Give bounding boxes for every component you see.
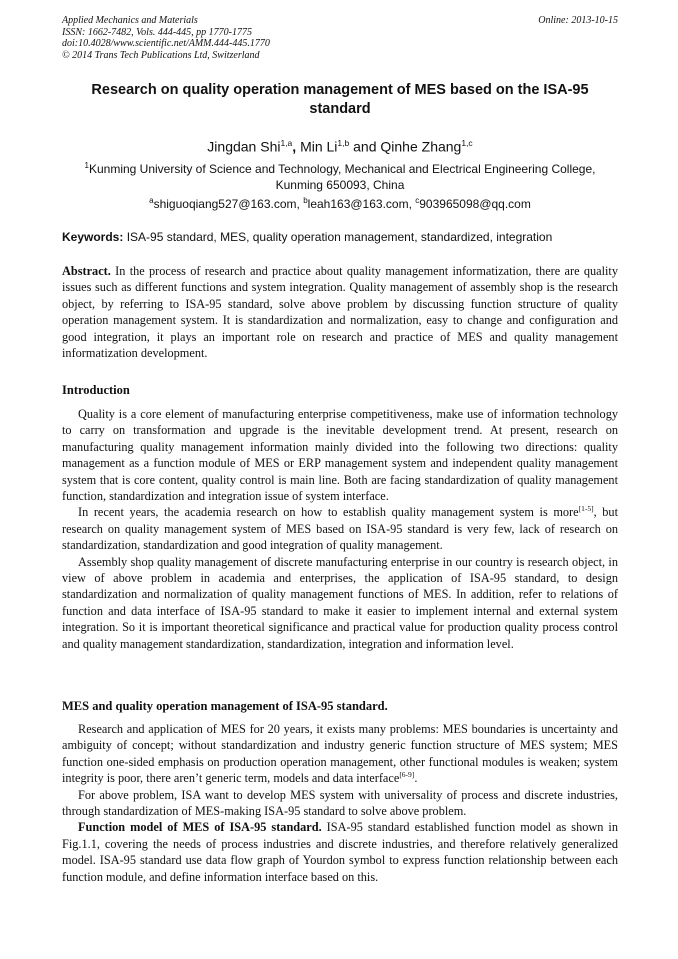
author-2-sup: 1,b xyxy=(337,138,350,148)
section-2-paragraph-2: For above problem, ISA want to develop MES system with universality of process and discrete industries, through standardization of MES-making ISA-95 standard to solve above problem. xyxy=(62,787,618,819)
paper-title xyxy=(62,81,618,119)
section-2-paragraph-1 xyxy=(62,721,618,787)
journal-name: Applied Mechanics and Materials xyxy=(62,15,198,26)
issn-line: ISSN: 1662-7482, Vols. 444-445, pp 1770-1775 xyxy=(62,26,252,38)
function-model-label: Function model of MES of ISA-95 standard. xyxy=(78,820,322,835)
keywords-label: Keywords: xyxy=(62,230,124,244)
author-1-name: Jingdan Shi xyxy=(207,138,281,155)
email-a-sup: a xyxy=(149,196,154,205)
citation-1-5: [1-5] xyxy=(578,504,594,514)
title-line-1: Research on quality operation management of MES based on the ISA-95 xyxy=(91,82,589,98)
affiliation xyxy=(62,158,618,193)
author-2-name: Min Li xyxy=(296,138,338,155)
keywords xyxy=(62,229,618,245)
abstract-label: Abstract. xyxy=(62,264,111,278)
email-b: leah163@163.com, xyxy=(307,197,416,211)
affiliation-sup: 1 xyxy=(84,161,89,170)
introduction-body xyxy=(62,406,618,652)
intro-paragraph-2 xyxy=(62,504,618,553)
copyright-line: © 2014 Trans Tech Publications Ltd, Switzerland xyxy=(62,49,260,61)
affiliation-line-1: Kunming University of Science and Technology, Mechanical and Electrical Engineering College, xyxy=(88,162,596,176)
abstract-text: In the process of research and practice about quality management informatization, there are quality issues such as different functions and system integration. Quality management of assembly shop is the research object, by referring to ISA-95 standard, solve above problem by discussing function structure of quality operation management system. It is standardization and normalization, easy to change and configuration and good integration, it plays an important role on research and practice of MES and quality management informatization development. xyxy=(62,264,618,361)
affiliation-line-2: Kunming 650093, China xyxy=(275,178,405,192)
author-separator: , xyxy=(292,138,297,155)
intro-p2-text-a: In recent years, the academia research on how to establish quality management system is more xyxy=(78,505,579,520)
email-c-sup: c xyxy=(415,196,420,205)
online-date: Online: 2013-10-15 xyxy=(538,15,618,26)
email-a: shiguoqiang527@163.com, xyxy=(153,197,304,211)
author-1-sup: 1,a xyxy=(280,138,293,148)
title-line-2: standard xyxy=(309,101,371,117)
abstract xyxy=(62,263,618,361)
email-c: 903965098@qq.com xyxy=(419,197,531,211)
journal-header xyxy=(62,15,618,61)
author-3-sup: 1,c xyxy=(461,138,473,148)
intro-paragraph-1: Quality is a core element of manufacturing enterprise competitiveness, make use of information technology to carry on transformation and upgrade is the inevitable development trend. At present, research on manufacturing quality management information mainly divided into the following two directions: quality management as a function module of MES or ERP management system and independent quality management system that is core content, quality control is main line. Both are facing standardization of quality management function, standardization and integration issue of system interface. xyxy=(62,407,618,504)
intro-paragraph-3: Assembly shop quality management of discrete manufacturing enterprise in our country is research object, in view of above problem in academia and enterprises, the application of ISA-95 standard, to design standardization and normalization of quality management functions of MES. In addition, refer to relations of function and data interface of ISA-95 standard to make it easier to implement internal and external system integration. So it is important theoretical significance and practical value for production quality process control and quality management standardization, standardization, integration and information level. xyxy=(62,554,618,651)
email-b-sup: b xyxy=(303,196,308,205)
function-model-text: ISA-95 standard established function model as shown in Fig.1.1, covering the needs of process industries and discrete industries, and therefore relatively generalized model. ISA-95 standard use data flow graph of Yourdon symbol to express function relationship between each function module, and define information interface based on this. xyxy=(62,820,618,884)
section-2-paragraph-3 xyxy=(62,819,618,885)
author-emails xyxy=(62,193,618,212)
introduction-heading: Introduction xyxy=(62,383,130,397)
intro-p2-text-b: , but research on quality management system of MES based on ISA-95 standard is very few, lack of research on standardization, standardization and good integration of quality management. xyxy=(62,505,618,553)
doi-line: doi:10.4028/www.scientific.net/AMM.444-445.1770 xyxy=(62,38,270,49)
author-list xyxy=(62,134,618,156)
section-2-body xyxy=(62,721,618,885)
author-3-name: and Qinhe Zhang xyxy=(353,138,462,155)
citation-6-9: [6-9] xyxy=(399,770,415,780)
sec2-p1-text-b: . xyxy=(414,771,418,786)
keywords-text: ISA-95 standard, MES, quality operation management, standardized, integration xyxy=(123,230,553,244)
section-2-heading: MES and quality operation management of ISA-95 standard. xyxy=(62,699,388,713)
sec2-p1-text-a: Research and application of MES for 20 years, it exists many problems: MES boundaries is uncertainty and ambiguity of concept; without standardization and industry generic function structure of MES system; MES function one-sided emphasis on production operation management, other functional modules is weaken; system integrity is poor, there aren’t generic term, models and data interface xyxy=(62,722,618,786)
